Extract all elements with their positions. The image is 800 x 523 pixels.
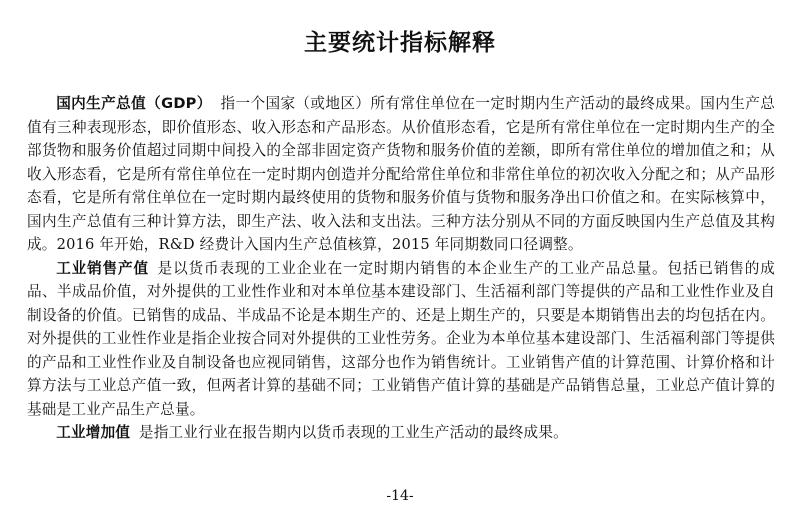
paragraph-industrial-value-added: [27, 421, 775, 445]
definition-gdp: 指一个国家（或地区）所有常住单位在一定时期内生产活动的最终成果。国内生产总值有三种表现形态，即价值形态、收入形态和产品形态。从价值形态看，它是所有常住单位在一定时期内生产的全部货物和服务价值超过同期中间投入的全部非固定资产货物和服务价值的差额，即所有常住单位的增加值之和；从收入形态看，它是所有常住单位在一定时期内创造并分配给常住单位和非常住单位的初次收入分配之和；从产品形态看，它是所有常住单位在一定时期内最终使用的货物和服务价值与货物和服务净出口价值之和。在实际核算中，国内生产总值有三种计算方法，即生产法、收入法和支出法。三种方法分别从不同的方面反映国内生产总值及其构成。2016 年开始，R&D 经费计入国内生产总值核算，2015 年同期数同口径调整。: [27, 95, 775, 253]
definition-industrial-value-added: 是指工业行业在报告期内以货币表现的工业生产活动的最终成果。: [138, 424, 568, 441]
term-gdp: 国内生产总值（GDP）: [56, 95, 212, 112]
paragraph-gdp: [27, 92, 775, 257]
page-title: 主要统计指标解释: [304, 30, 496, 56]
paragraph-industrial-sales-output: [27, 257, 775, 422]
term-industrial-sales-output: 工业销售产值: [56, 259, 149, 277]
page-number: -14-: [386, 488, 414, 504]
document-body: [27, 92, 775, 445]
definition-industrial-sales-output: 是以货币表现的工业企业在一定时期内销售的本企业生产的工业产品总量。包括已销售的成品、半成品价值，对外提供的工业性作业和对本单位基本建设部门、生活福利部门等提供的产品和工业性作业及自制设备的价值。已销售的成品、半成品不论是本期生产的、还是上期生产的，只要是本期销售出去的均包括在内。对外提供的工业性作业是指企业按合同对外提供的工业性劳务。企业为本单位基本建设部门、生活福利部门等提供的产品和工业性作业及自制设备也应视同销售，这部分也作为销售统计。工业销售产值的计算范围、计算价格和计算方法与工业总产值一致，但两者计算的基础不同；工业销售产值计算的基础是产品销售总量，工业总产值计算的基础是工业产品生产总量。: [27, 259, 775, 418]
term-industrial-value-added: 工业增加值: [56, 424, 131, 441]
